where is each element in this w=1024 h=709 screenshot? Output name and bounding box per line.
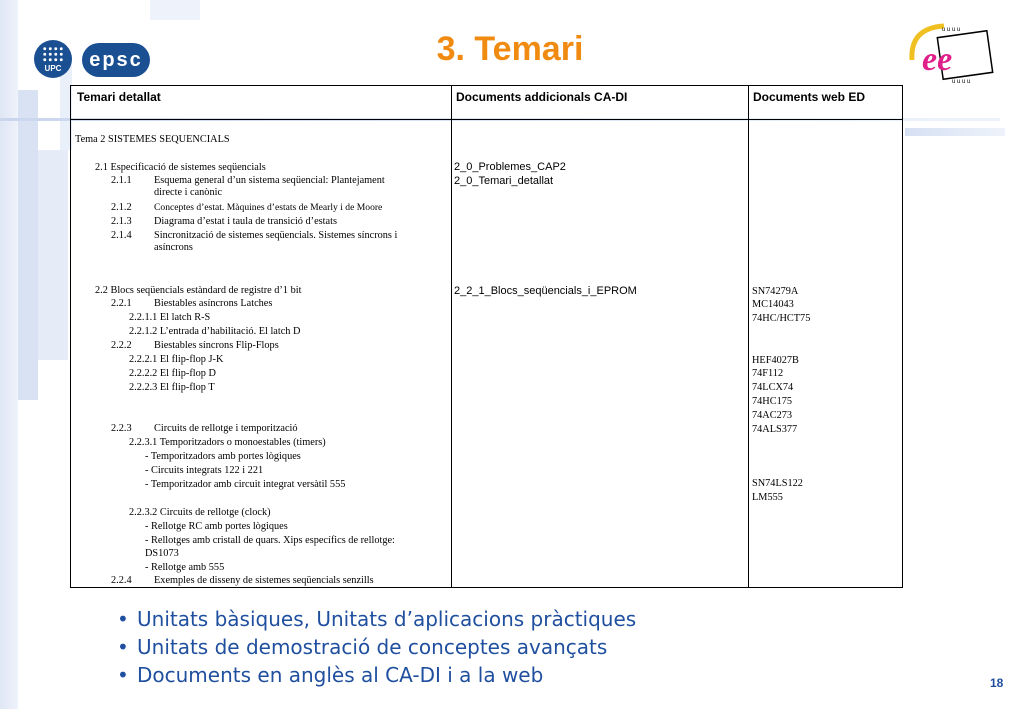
syllabus-line: Biestables síncrons Flip-Flops [154, 340, 279, 351]
bullet-text: Unitats bàsiques, Unitats d’aplicacions pràctiques [137, 607, 637, 631]
datasheet-item: 74HC/HCT75 [752, 313, 811, 324]
page-title: 3. Temari [436, 30, 584, 68]
datasheet-item: MC14043 [752, 299, 794, 310]
datasheet-item: 74HC175 [752, 396, 793, 407]
syllabus-line: 2.2.2.1 El flip-flop J-K [129, 354, 224, 365]
column-divider [748, 86, 749, 587]
syllabus-line: - Temporitzadors amb portes lògiques [145, 451, 301, 462]
decor-header-line [905, 128, 1005, 136]
syllabus-line: 2.2.3.1 Temporitzadors o monoestables (timers) [129, 437, 326, 448]
syllabus-line: Esquema general d’un sistema seqüencial: Plantejament [154, 175, 385, 186]
syllabus-line: 2.2 Blocs seqüencials estàndard de registre d’1 bit [95, 285, 302, 296]
bullet-list [117, 605, 636, 689]
syllabus-line: Sincronització de sistemes seqüencials. Sistemes síncrons i [154, 230, 398, 241]
column-header-documents-cadi: Documents addicionals CA-DI [456, 90, 628, 104]
svg-text:u u u u: u u u u [952, 79, 971, 85]
syllabus-line: 2.2.2.2 El flip-flop D [129, 368, 216, 379]
datasheet-item: 74ALS377 [752, 424, 798, 435]
datasheet-item: 74LCX74 [752, 382, 794, 393]
syllabus-line: 2.2.1.1 El latch R-S [129, 312, 211, 323]
syllabus-line: Tema 2 SISTEMES SEQUENCIALS [75, 134, 230, 145]
datasheet-item: HEF4027B [752, 355, 799, 366]
decor-left-block [18, 90, 38, 400]
bullet-item [117, 605, 636, 633]
bullet-item [117, 661, 636, 689]
syllabus-table [70, 85, 903, 588]
document-link[interactable]: 2_0_Problemes_CAP2 [454, 161, 566, 173]
document-link[interactable]: 2_0_Temari_detallat [454, 175, 554, 187]
syllabus-line: 2.2.3.2 Circuits de rellotge (clock) [129, 507, 271, 518]
syllabus-number: 2.1.3 [111, 216, 132, 227]
bullet-dot-icon: • [117, 607, 129, 631]
syllabus-line: - Rellotge RC amb portes lògiques [145, 521, 288, 532]
syllabus-number: 2.2.2 [111, 340, 132, 351]
syllabus-number: 2.1.1 [111, 175, 132, 186]
bullet-text: Unitats de demostració de conceptes avançats [137, 635, 608, 659]
ee-logo [904, 20, 996, 90]
datasheet-item: 74AC273 [752, 410, 793, 421]
page-number: 18 [990, 676, 1004, 690]
datasheet-item: SN74LS122 [752, 478, 803, 489]
syllabus-line: 2.1 Especificació de sistemes seqüencials [95, 162, 266, 173]
syllabus-line: directe i canònic [154, 187, 223, 198]
svg-text:u u u u: u u u u [942, 27, 961, 33]
bullet-text: Documents en anglès al CA-DI i a la web [137, 663, 544, 687]
upc-logo-text: UPC [44, 64, 62, 73]
syllabus-line: Circuits de rellotge i temporització [154, 423, 298, 434]
syllabus-line: - Rellotge amb 555 [145, 562, 225, 573]
column-divider [451, 86, 452, 587]
ee-logo-text: ee [922, 41, 953, 78]
syllabus-line: DS1073 [145, 548, 179, 559]
upc-logo [34, 40, 72, 78]
syllabus-number: 2.2.3 [111, 423, 132, 434]
syllabus-line: asíncrons [154, 242, 193, 253]
header-divider [71, 119, 902, 120]
decor-left-block [38, 150, 68, 360]
syllabus-line: Biestables asíncrons Latches [154, 298, 273, 309]
syllabus-number: 2.1.4 [111, 230, 132, 241]
column-header-documents-web: Documents web ED [753, 90, 866, 104]
document-link[interactable]: 2_2_1_Blocs_seqüencials_i_EPROM [454, 285, 637, 297]
syllabus-number: 2.2.1 [111, 298, 132, 309]
epsc-logo: epsc [82, 43, 150, 77]
datasheet-item: 74F112 [752, 368, 784, 379]
syllabus-line: Diagrama d’estat i taula de transició d’estats [154, 216, 337, 227]
syllabus-line: - Circuits integrats 122 i 221 [145, 465, 264, 476]
syllabus-line: 2.2.1.2 L’entrada d’habilitació. El latch D [129, 326, 301, 337]
bullet-dot-icon: • [117, 663, 129, 687]
syllabus-number: 2.2.4 [111, 575, 132, 586]
decor-top-bar [150, 0, 200, 20]
bullet-item [117, 633, 636, 661]
syllabus-line: Conceptes d’estat. Màquines d’estats de Mearly i de Moore [154, 202, 383, 213]
syllabus-line: - Temporitzador amb circuit integrat versàtil 555 [145, 479, 346, 490]
syllabus-line: 2.2.2.3 El flip-flop T [129, 382, 215, 393]
decor-left-column [0, 0, 18, 709]
column-header-temari: Temari detallat [77, 90, 161, 104]
syllabus-line: - Rellotges amb cristall de quars. Xips específics de rellotge: [145, 535, 395, 546]
upc-logo-dots [42, 46, 64, 62]
syllabus-number: 2.1.2 [111, 202, 132, 213]
bullet-dot-icon: • [117, 635, 129, 659]
datasheet-item: SN74279A [752, 286, 799, 297]
syllabus-line: Exemples de disseny de sistemes seqüencials senzills [154, 575, 374, 586]
datasheet-item: LM555 [752, 492, 783, 503]
